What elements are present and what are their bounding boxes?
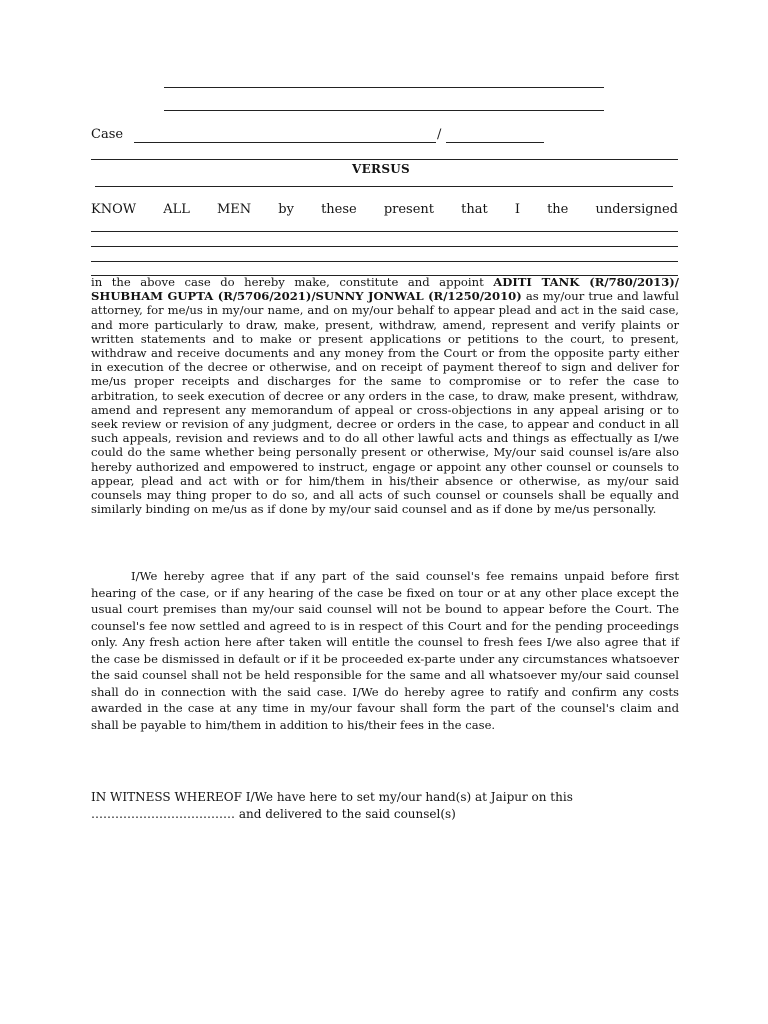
client-name-blank-2: [91, 246, 678, 247]
fee-agreement-paragraph: I/We hereby agree that if any part of the said counsel's fee remains unpaid before first hearing of the case, or if any hearing of the case be fixed on tour or at any other place except the usual court premises than my/our said counsel will not be bound to appear before the Court. The counsel's fee now settled and agreed to is in respect of this Court and for the pending proceedings only. Any fresh action here after taken will entitle the counsel to fresh fees I/we also agree that if the case be dismissed in default or if it be proceeded ex-parte under any circumstances whatsoever the said counsel shall not be held responsible for the same and all whatsoever my/our said counsel shall do in connection with the said case. I/We do hereby agree to ratify and confirm any costs awarded in the case at any time in my/our favour shall form the part of the counsel's claim and shall be payable to him/them in addition to his/their fees in the case.: [91, 569, 679, 732]
case-year-blank: [446, 142, 544, 143]
know-word: these: [321, 202, 357, 217]
client-name-blank-1: [91, 231, 678, 232]
para1-lead: in the above case do hereby make, constitute and appoint: [91, 275, 494, 289]
witness-line-2: ……………………………… and delivered to the said counsel(s): [91, 806, 456, 821]
witness-line-1: IN WITNESS WHEREOF I/We have here to set my/our hand(s) at Jaipur on this: [91, 790, 573, 804]
case-number-blank: [134, 142, 436, 143]
petitioner-blank: [91, 159, 678, 160]
case-label: Case: [91, 127, 124, 142]
know-word: the: [547, 202, 569, 217]
authority-paragraph: [91, 275, 679, 516]
blank-line-court: [164, 87, 604, 88]
know-word: present: [383, 202, 435, 217]
client-name-blank-3: [91, 261, 678, 262]
know-word: undersigned: [595, 202, 678, 217]
case-separator: /: [437, 127, 442, 142]
versus-heading: VERSUS: [352, 162, 411, 176]
know-word: MEN: [216, 202, 252, 217]
know-word: by: [278, 202, 294, 217]
know-word: KNOW: [91, 202, 137, 217]
know-all-men-line: [91, 202, 678, 217]
para1-rest: as my/our true and lawful attorney, for me/us in my/our name, and on my/our behalf to appear plead and act in the said case, and more particularly to draw, make, present, withdraw, amend, represent and verify plaints or written statements and to make or present applications or petitions to the court, to present, withdraw and receive documents and any money from the Court or from the opposite party either in execution of the decree or otherwise, and on receipt of payment thereof to sign and deliver for me/us proper receipts and discharges for the same to compromise or to refer the case to arbitration, to seek execution of decree or any orders in the case, to draw, make present, withdraw, amend and represent any memorandum of appeal or cross-objections in any appeal arising or to seek review or revision of any judgment, decree or orders in the case, to appear and conduct in all such appeals, revision and reviews and to do all other lawful acts and things as effectually as I/we could do the same whether being personally present or otherwise, My/our said counsel is/are also hereby authorized and empowered to instruct, engage or appoint any other counsel or counsels to appear, plead and act with or for him/them in his/their absence or otherwise, as my/our said counsels may thing proper to do so, and all acts of such counsel or counsels shall be equally and similarly binding on me/us as if done by my/our said counsel and as if done by me/us personally.: [91, 289, 679, 517]
advocate-names: ADITI TANK (R/780/2013)/ SHUBHAM GUPTA (R/5706/2021)/SUNNY JONWAL (R/1250/2010): [91, 275, 679, 304]
witness-clause: [91, 789, 691, 822]
respondent-blank: [95, 186, 673, 187]
know-word: ALL: [163, 202, 190, 217]
know-word: that: [461, 202, 488, 217]
blank-line-court-2: [164, 110, 604, 111]
know-word: I: [514, 202, 520, 217]
